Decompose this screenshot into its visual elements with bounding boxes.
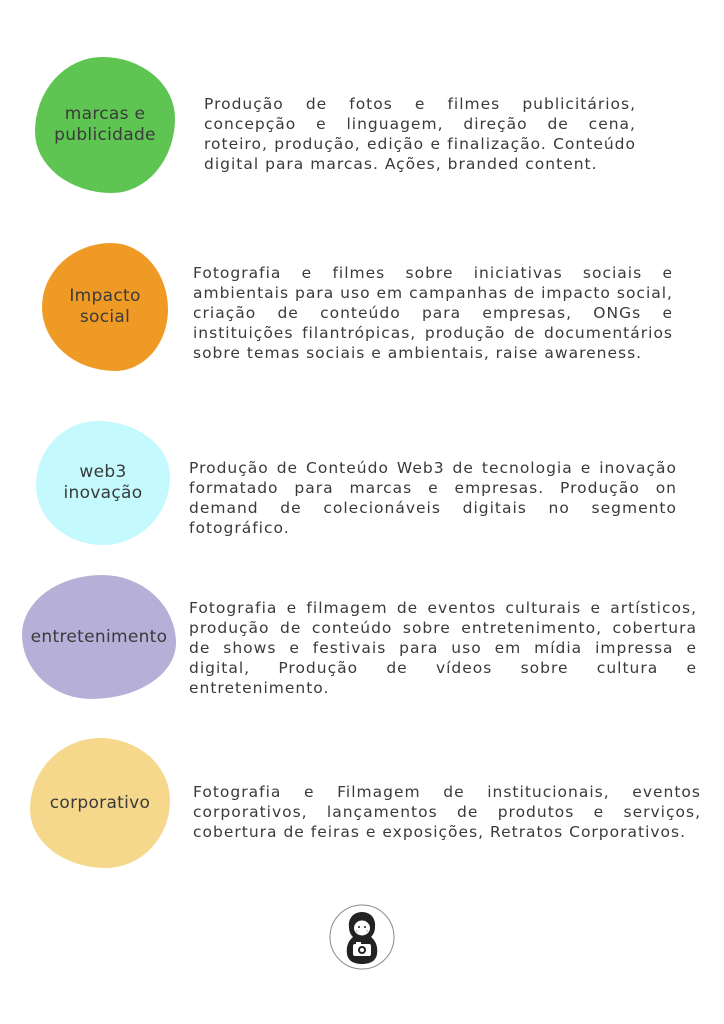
- category-label: web3: [79, 462, 127, 482]
- category-description: Fotografia e filmes sobre iniciativas sociais e ambientais para uso em campanhas de impacto social, criação de conteúdo para empresas, ONGs e instituições filantrópicas, produção de documentários sobre temas sociais e ambientais, raise awareness.: [193, 264, 673, 362]
- category-label: Impacto: [69, 286, 141, 306]
- category-label: corporativo: [49, 792, 151, 813]
- category-description: Fotografia e filmagem de eventos culturais e artísticos, produção de conteúdo sobre entretenimento, cobertura de shows e festivais para uso em mídia impressa e digital, Produção de vídeos sobre cultura e entretenimento.: [189, 599, 697, 697]
- category-blob-impacto-social: [42, 243, 168, 371]
- category-blob-entretenimento: [22, 575, 176, 699]
- category-description: Fotografia e Filmagem de institucionais, eventos corporativos, lançamentos de produtos e serviços, cobertura de feiras e exposições, Retratos Corporativos.: [193, 783, 701, 841]
- category-blob-corporativo: [30, 738, 170, 868]
- category-blob-marcas-publicidade: [35, 57, 175, 193]
- category-description: Produção de fotos e filmes publicitários, concepção e linguagem, direção de cena, roteiro, produção, edição e finalização. Conteúdo digital para marcas. Ações, branded content.: [204, 95, 636, 173]
- category-label: inovação: [63, 483, 143, 503]
- category-label: publicidade: [54, 125, 156, 145]
- category-label: entretenimento: [30, 626, 168, 647]
- category-description: Produção de Conteúdo Web3 de tecnologia e inovação formatado para marcas e empresas. Produção on demand de colecionáveis digitais no segmento fotográfico.: [189, 459, 677, 537]
- matryoshka-camera-logo-icon: [329, 904, 395, 970]
- category-label: social: [79, 307, 131, 327]
- category-label: marcas e: [64, 104, 146, 124]
- category-blob-web3-inovacao: [36, 421, 170, 545]
